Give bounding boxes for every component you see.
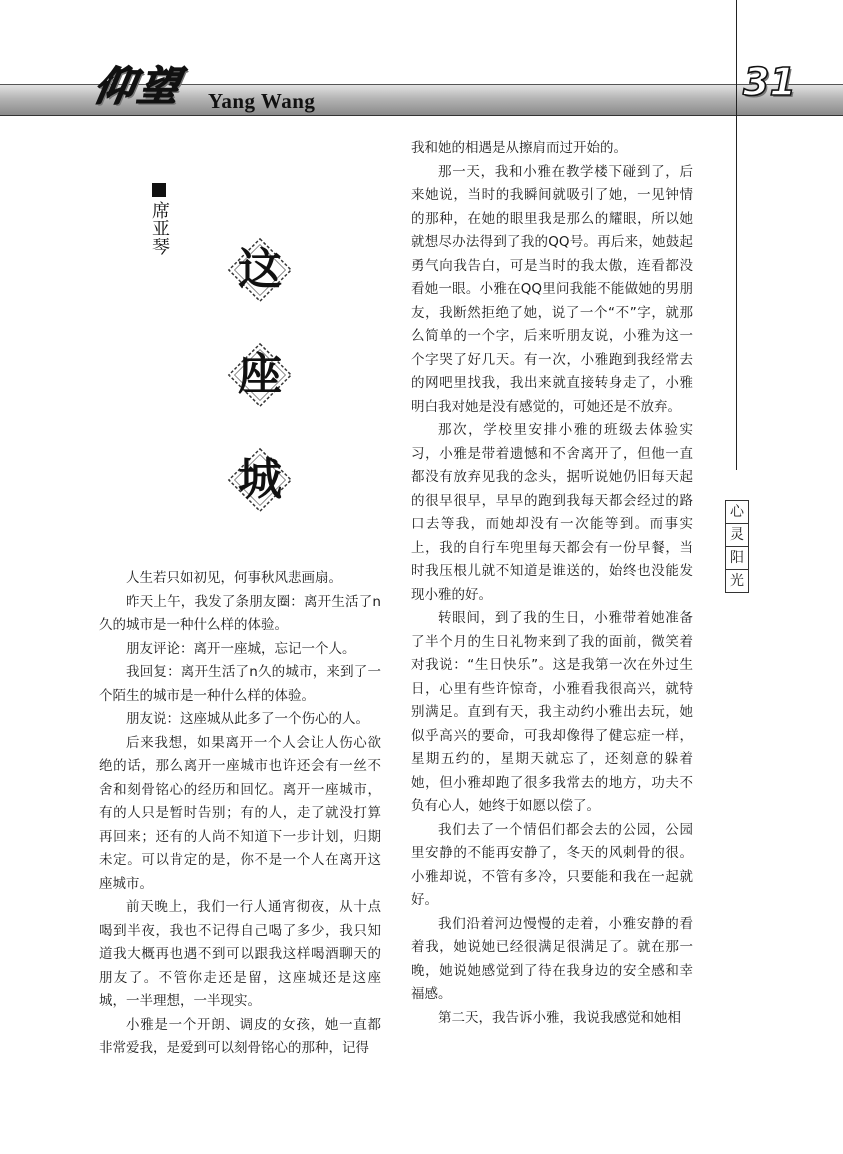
side-tab-char: 阳 [726, 547, 748, 570]
paragraph: 我们去了一个情侣们都会去的公园，公园里安静的不能再安静了，冬天的风刺骨的很。小雅却说，不管有多冷，只要能和我在一起就好。 [411, 821, 693, 908]
side-tab-char: 心 [726, 501, 748, 524]
byline-square-icon [152, 183, 166, 197]
side-tab-char: 光 [730, 573, 744, 589]
article-title-char: 这 [222, 232, 298, 308]
paragraph: 前天晚上，我们一行人通宵彻夜，从十点喝到半夜，我也不记得自己喝了多少，我只知道我大概再也遇不到可以跟我这样喝酒聊天的朋友了。不管你走还是留，这座城还是这座城，一半理想，一半现实。 [99, 899, 381, 1009]
paragraph: 后来我想，如果离开一个人会让人伤心欲绝的话，那么离开一座城市也许还会有一丝不舍和刻骨铭心的经历和回忆。离开一座城市，有的人只是暂时告别；有的人，走了就没打算再回来；还有的人尚不知道下一步计划，归期未定。可以肯定的是，你不是一个人在离开这座城市。 [99, 734, 381, 892]
paragraph: 转眼间，到了我的生日，小雅带着她准备了半个月的生日礼物来到了我的面前，微笑着对我说：“生日快乐”。这是我第一次在外过生日，心里有些许惊奇，小雅看我很高兴，就特别满足。直到有天，我主动约小雅出去玩，她似乎高兴的要命，可我却像得了健忘症一样，星期五约的，星期天就忘了，还刻意的躲着她，但小雅却跑了很多我常去的地方，功夫不负有心人，她终于如愿以偿了。 [411, 610, 693, 814]
margin-rule [736, 0, 737, 470]
column-title-pinyin: Yang Wang [208, 89, 316, 113]
article-left-column [99, 567, 381, 1061]
article-right-column [411, 137, 693, 1030]
paragraph: 朋友评论：离开一座城，忘记一个人。 [126, 640, 356, 657]
paragraph: 第二天，我告诉小雅，我说我感觉和她相 [438, 1009, 681, 1026]
article-title-char: 城 [222, 442, 298, 518]
paragraph: 我回复：离开生活了n久的城市，来到了一个陌生的城市是一种什么样的体验。 [99, 664, 381, 704]
paragraph: 小雅是一个开朗、调皮的女孩，她一直都非常爱我，是爱到可以刻骨铭心的那种，记得 [99, 1016, 381, 1056]
side-tab-char: 灵 [726, 524, 748, 547]
paragraph: 朋友说：这座城从此多了一个伤心的人。 [126, 711, 369, 727]
article-title-char: 座 [222, 337, 298, 413]
page-number: 31 [743, 60, 796, 104]
column-title: 仰望 [90, 64, 187, 110]
author-name: 席亚琴 [149, 201, 170, 255]
paragraph: 昨天上午，我发了条朋友圈：离开生活了n久的城市是一种什么样的体验。 [99, 593, 381, 633]
paragraph-continuation: 我和她的相遇是从擦肩而过开始的。 [411, 140, 627, 156]
section-side-tab [725, 500, 749, 593]
paragraph: 那次，学校里安排小雅的班级去体验实习，小雅是带着遗憾和不舍离开了，但他一直都没有放弃见我的念头，据听说她仍旧每天起的很早很早，早早的跑到我每天都会经过的路口去等我，而她却没有一次能等到。而事实上，我的自行车兜里每天都会有一份早餐，当时我压根儿就不知道是谁送的，始终也没能发现小雅的好。 [411, 422, 693, 603]
byline [150, 183, 168, 255]
paragraph: 那一天，我和小雅在教学楼下碰到了，后来她说，当时的我瞬间就吸引了她，一见钟情的那种，在她的眼里我是那么的耀眼，所以她就想尽办法得到了我的QQ号。再后来，她鼓起勇气向我告白，可是当时的我太傲，连看都没看她一眼。小雅在QQ里问我能不能做她的男朋友，我断然拒绝了她，说了一个“不”字，就那么简单的一个字，后来听朋友说，小雅为这一个字哭了好几天。有一次，小雅跑到我经常去的网吧里找我，我出来就直接转身走了，小雅明白我对她是没有感觉的，可她还是不放弃。 [411, 163, 693, 415]
paragraph: 人生若只如初见，何事秋风悲画扇。 [126, 570, 342, 586]
paragraph: 我们沿着河边慢慢的走着，小雅安静的看着我，她说她已经很满足很满足了。就在那一晚，她说她感觉到了待在我身边的安全感和幸福感。 [411, 915, 693, 1002]
